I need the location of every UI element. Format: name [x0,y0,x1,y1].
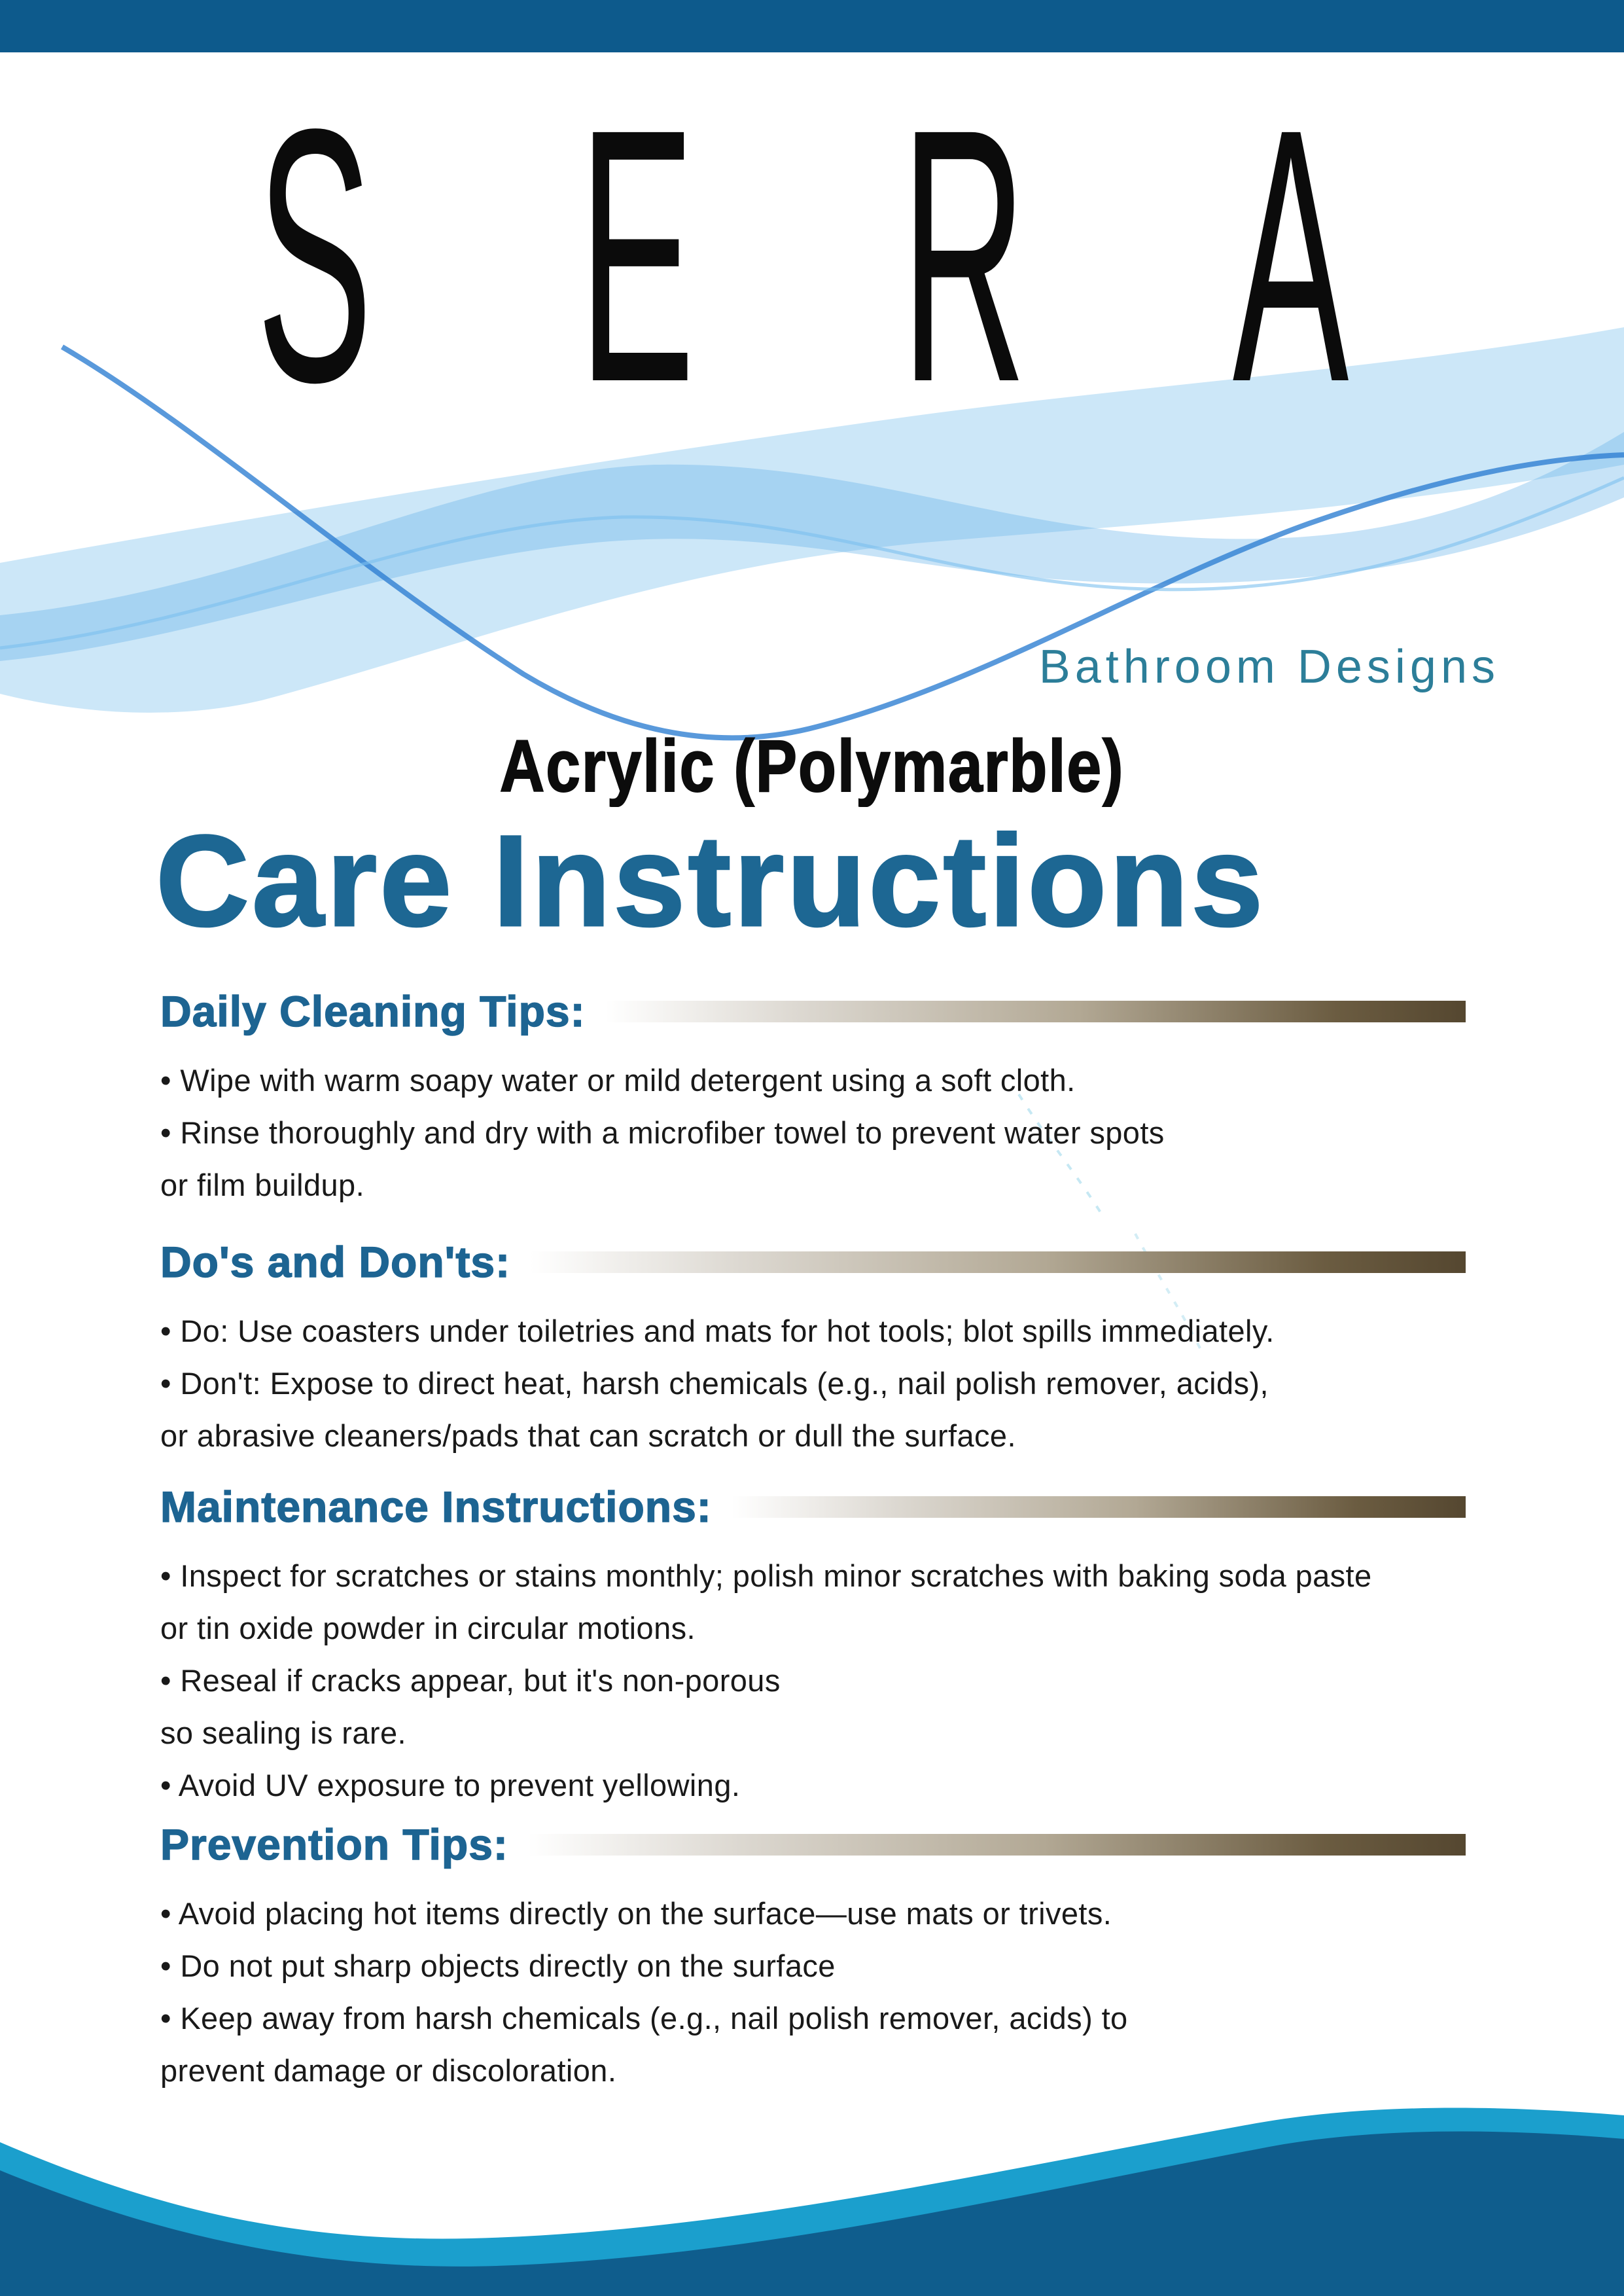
material-title: Acrylic (Polymarble) [499,725,1125,807]
section-prevention [160,1818,1466,2097]
section-heading: Prevention Tips: [160,1820,508,1869]
section-heading: Daily Cleaning Tips: [160,987,586,1035]
section-heading: Do's and Don'ts: [160,1238,511,1286]
body-line: or tin oxide powder in circular motions. [160,1611,696,1645]
section-dos-and-donts [160,1236,1466,1462]
body-line: • Avoid UV exposure to prevent yellowing. [160,1768,741,1803]
body-line: • Inspect for scratches or stains monthly; polish minor scratches with baking soda paste [160,1558,1372,1593]
body-line: • Reseal if cracks appear, but it's non-porous [160,1663,781,1698]
gradient-rule [605,1001,1466,1022]
body-line: or abrasive cleaners/pads that can scratch or dull the surface. [160,1418,1016,1453]
top-bar [0,0,1624,52]
section-header [160,1818,1466,1871]
section-body [160,1054,1466,1211]
section-header [160,985,1466,1037]
body-line: • Do: Use coasters under toiletries and mats for hot tools; blot spills immediately. [160,1314,1275,1348]
gradient-rule [732,1496,1466,1518]
body-line: • Keep away from harsh chemicals (e.g., nail polish remover, acids) to [160,2001,1128,2036]
body-line: or film buildup. [160,1168,365,1202]
brand-logo-text: SERA [256,54,1555,457]
section-body [160,1305,1466,1462]
brand-tagline: Bathroom Designs [1038,641,1500,693]
section-heading: Maintenance Instructions: [160,1482,712,1531]
body-line: • Do not put sharp objects directly on the surface [160,1948,836,1983]
footer-wave-graphic [0,2060,1624,2296]
body-line: • Wipe with warm soapy water or mild detergent using a soft cloth. [160,1063,1076,1098]
body-line: • Don't: Expose to direct heat, harsh chemicals (e.g., nail polish remover, acids), [160,1366,1269,1401]
gradient-rule [528,1834,1466,1856]
body-line: • Avoid placing hot items directly on the surface—use mats or trivets. [160,1896,1112,1931]
section-header [160,1480,1466,1533]
section-header [160,1236,1466,1288]
section-daily-cleaning [160,985,1466,1211]
section-maintenance [160,1480,1466,1812]
section-body [160,1550,1466,1812]
body-line: prevent damage or discoloration. [160,2053,617,2088]
body-line: so sealing is rare. [160,1715,406,1750]
body-line: • Rinse thoroughly and dry with a microfiber towel to prevent water spots [160,1115,1165,1150]
page-title: Care Instructions [156,808,1266,953]
gradient-rule [530,1251,1466,1273]
